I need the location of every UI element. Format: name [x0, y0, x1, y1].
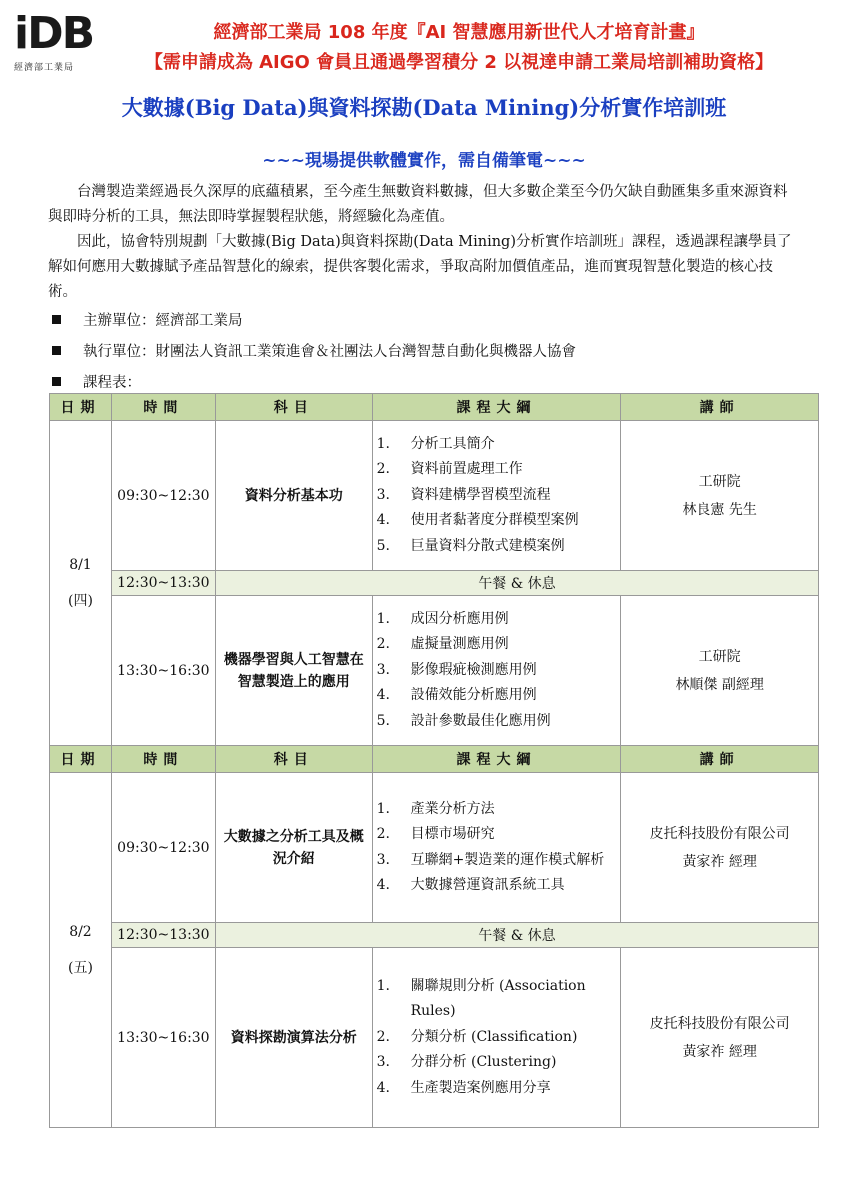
header-time: 時間 — [111, 394, 215, 421]
outline-item: 1. 關聯規則分析 (Association Rules) — [376, 977, 586, 1020]
table-row — [50, 773, 819, 923]
outline-cell — [372, 421, 621, 571]
subject-cell: 資料探勘演算法分析 — [215, 948, 372, 1128]
intro-paragraph-1: 台灣製造業經過長久深厚的底蘊積累，至今產生無數資料數據，但大多數企業至今仍欠缺自動匯集多重來源資料與即時分析的工具，無法即時掌握製程狀態，將經驗化為產值。 — [48, 184, 788, 225]
lunch-label: 午餐 & 休息 — [215, 571, 818, 596]
time-cell: 12:30~13:30 — [111, 571, 215, 596]
outline-item: 4. 使用者黏著度分群模型案例 — [376, 512, 579, 529]
outline-item: 2. 資料前置處理工作 — [376, 461, 523, 478]
bullet-square-icon — [52, 377, 61, 386]
lunch-row — [50, 571, 819, 596]
instructor-org: 工研院 — [698, 473, 741, 490]
bullet-text: 執行單位：財團法人資訊工業策進會＆社團法人台灣智慧自動化與機器人協會 — [83, 344, 576, 360]
bullet-square-icon — [52, 315, 61, 324]
instructor-name: 林良憲 先生 — [682, 501, 757, 518]
header-time: 時間 — [111, 746, 215, 773]
subject-cell: 資料分析基本功 — [215, 421, 372, 571]
instructor-org: 皮托科技股份有限公司 — [649, 1015, 790, 1032]
instructor-cell — [621, 596, 819, 746]
outline-item: 1. 分析工具簡介 — [376, 435, 495, 452]
idb-logo — [14, 8, 104, 73]
course-subtitle: ~~~現場提供軟體實作，需自備筆電~~~ — [262, 151, 586, 171]
outline-item: 3. 影像瑕疵檢測應用例 — [376, 661, 537, 678]
header-date: 日期 — [50, 394, 112, 421]
header-instructor: 講師 — [621, 394, 819, 421]
bullet-text: 課程表： — [83, 375, 141, 391]
outline-item: 4. 大數據營運資訊系統工具 — [376, 877, 565, 893]
outline-cell — [372, 596, 621, 746]
outline-item: 3. 分群分析 (Clustering) — [376, 1054, 557, 1071]
date-text: 8/1 — [69, 557, 92, 573]
intro-paragraph-2: 因此，協會特別規劃「大數據(Big Data)與資料探勘(Data Mining)分析實作培訓班」課程，透過課程讓學員了解如何應用大數據賦予產品智慧化的線索，提供客製化需求，爭取高附加價值產品，進而實現智慧化製造的核心技術。 — [48, 234, 792, 300]
program-header: 經濟部工業局 108 年度『AI 智慧應用新世代人才培育計畫』 — [213, 22, 705, 43]
outline-item: 1. 產業分析方法 — [376, 800, 495, 817]
table-row — [50, 948, 819, 1128]
outline-item: 4. 設備效能分析應用例 — [376, 687, 537, 704]
time-cell: 09:30~12:30 — [111, 421, 215, 571]
instructor-name: 林順傑 副經理 — [675, 676, 764, 693]
time-cell: 12:30~13:30 — [111, 923, 215, 948]
intro-text — [48, 180, 800, 305]
outline-item: 3. 資料建構學習模型流程 — [376, 486, 551, 503]
header-subject: 科目 — [215, 746, 372, 773]
outline-cell — [372, 773, 621, 923]
header-outline: 課程大綱 — [372, 746, 621, 773]
outline-item: 3. 互聯網+製造業的運作模式解析 — [376, 851, 605, 868]
outline-item: 5. 設計參數最佳化應用例 — [376, 712, 551, 729]
lunch-row — [50, 923, 819, 948]
time-cell: 09:30~12:30 — [111, 773, 215, 923]
subject-cell: 大數據之分析工具及概況介紹 — [215, 773, 372, 923]
instructor-org: 皮托科技股份有限公司 — [649, 825, 790, 842]
time-cell: 13:30~16:30 — [111, 948, 215, 1128]
header-outline: 課程大綱 — [372, 394, 621, 421]
bullet-text: 主辦單位：經濟部工業局 — [83, 313, 243, 329]
instructor-name: 黃家祚 經理 — [682, 1043, 757, 1060]
instructor-cell — [621, 773, 819, 923]
instructor-cell — [621, 948, 819, 1128]
date-text: 8/2 — [69, 924, 92, 940]
outline-item: 2. 目標市場研究 — [376, 826, 495, 842]
eligibility-note: 【需申請成為 AIGO 會員且通過學習積分 2 以視達申請工業局培訓補助資格】 — [144, 52, 774, 73]
time-cell: 13:30~16:30 — [111, 596, 215, 746]
logo-mark-text: iDB — [14, 8, 94, 59]
course-title: 大數據(Big Data)與資料探勘(Data Mining)分析實作培訓班 — [121, 95, 727, 120]
header-instructor: 講師 — [621, 746, 819, 773]
table-header-row — [50, 746, 819, 773]
outline-item: 5. 巨量資料分散式建模案例 — [376, 537, 565, 554]
header-date: 日期 — [50, 746, 112, 773]
table-header-row — [50, 394, 819, 421]
info-bullets — [50, 304, 576, 397]
weekday-text: (四) — [67, 593, 93, 609]
logo-mark — [14, 8, 104, 59]
header-subject: 科目 — [215, 394, 372, 421]
subject-cell: 機器學習與人工智慧在智慧製造上的應用 — [215, 596, 372, 746]
schedule-table — [49, 393, 819, 1128]
outline-item: 1. 成因分析應用例 — [376, 610, 509, 627]
instructor-org: 工研院 — [698, 648, 741, 665]
bullet-executor — [50, 335, 576, 366]
bullet-square-icon — [52, 346, 61, 355]
date-cell — [50, 773, 112, 1128]
outline-item: 2. 分類分析 (Classification) — [376, 1028, 578, 1045]
outline-cell — [372, 948, 621, 1128]
bullet-organizer — [50, 304, 576, 335]
logo-subtitle: 經濟部工業局 — [14, 63, 75, 73]
table-row — [50, 596, 819, 746]
instructor-name: 黃家祚 經理 — [682, 853, 757, 870]
table-row — [50, 421, 819, 571]
weekday-text: (五) — [67, 960, 93, 976]
outline-item: 2. 虛擬量測應用例 — [376, 636, 509, 653]
outline-item: 4. 生產製造案例應用分享 — [376, 1079, 551, 1096]
instructor-cell — [621, 421, 819, 571]
lunch-label: 午餐 & 休息 — [215, 923, 818, 948]
date-cell — [50, 421, 112, 746]
